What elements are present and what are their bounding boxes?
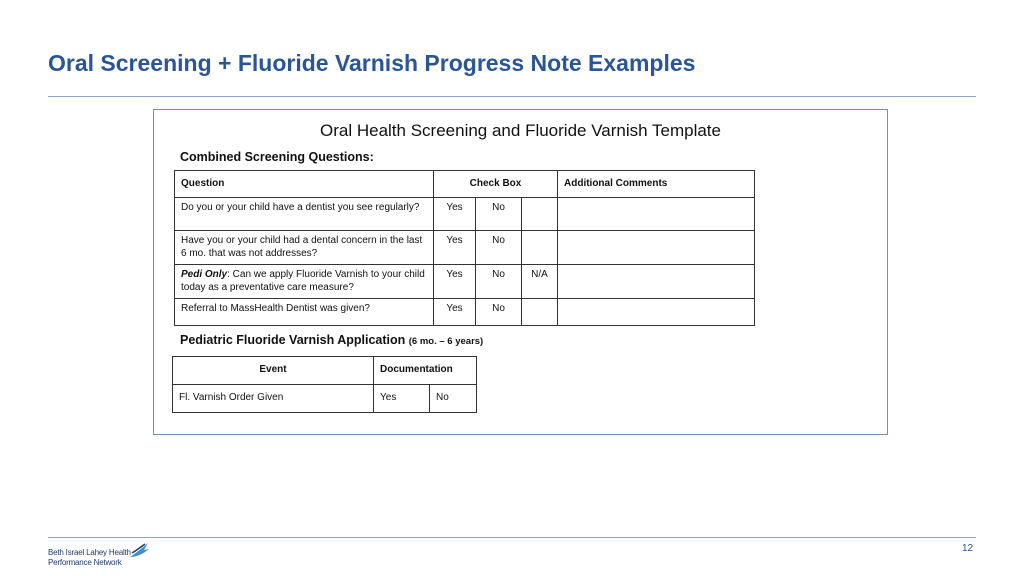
comments-cell[interactable]	[558, 198, 755, 231]
header-documentation: Documentation	[374, 357, 477, 385]
table-header-row	[175, 171, 755, 198]
template-panel	[153, 109, 888, 435]
combined-questions-heading: Combined Screening Questions:	[180, 150, 374, 164]
arrow-swoosh-icon	[128, 541, 150, 559]
no-checkbox[interactable]: No	[476, 231, 522, 265]
question-cell	[175, 265, 434, 299]
bilh-logo	[48, 541, 158, 571]
table-row	[175, 198, 755, 231]
table-row	[175, 231, 755, 265]
table-row	[175, 265, 755, 299]
logo-line-network: Performance Network	[48, 558, 122, 567]
screening-questions-table	[174, 170, 755, 326]
question-text: : Can we apply Fluoride Varnish to your child today as a preventative care measure?	[181, 269, 425, 293]
question-cell: Referral to MassHealth Dentist was given?	[175, 299, 434, 326]
comments-cell[interactable]	[558, 265, 755, 299]
header-additional-comments: Additional Comments	[558, 171, 755, 198]
table-header-row	[173, 357, 477, 385]
na-checkbox[interactable]	[522, 231, 558, 265]
event-cell: Fl. Varnish Order Given	[173, 385, 374, 413]
no-checkbox[interactable]: No	[476, 198, 522, 231]
question-cell: Do you or your child have a dentist you see regularly?	[175, 198, 434, 231]
table-row	[173, 385, 477, 413]
header-check-box: Check Box	[434, 171, 558, 198]
table-row	[175, 299, 755, 326]
no-checkbox[interactable]: No	[476, 265, 522, 299]
no-checkbox[interactable]: No	[430, 385, 477, 413]
yes-checkbox[interactable]: Yes	[434, 299, 476, 326]
yes-checkbox[interactable]: Yes	[434, 265, 476, 299]
page-number: 12	[962, 543, 974, 554]
template-title: Oral Health Screening and Fluoride Varnish Template	[320, 121, 721, 140]
pedi-only-label: Pedi Only	[181, 269, 228, 280]
pediatric-varnish-heading	[180, 333, 483, 347]
varnish-event-table	[172, 356, 477, 413]
yes-checkbox[interactable]: Yes	[434, 198, 476, 231]
yes-checkbox[interactable]: Yes	[374, 385, 430, 413]
no-checkbox[interactable]: No	[476, 299, 522, 326]
slide-title: Oral Screening + Fluoride Varnish Progress Note Examples	[48, 50, 696, 76]
na-checkbox[interactable]	[522, 198, 558, 231]
question-cell: Have you or your child had a dental concern in the last 6 mo. that was not addresses?	[175, 231, 434, 265]
na-checkbox[interactable]	[522, 299, 558, 326]
pediatric-age-range: (6 mo. – 6 years)	[408, 336, 484, 347]
footer-divider	[48, 537, 976, 538]
comments-cell[interactable]	[558, 231, 755, 265]
title-divider	[48, 96, 976, 97]
header-question: Question	[175, 171, 434, 198]
comments-cell[interactable]	[558, 299, 755, 326]
pediatric-heading-text: Pediatric Fluoride Varnish Application	[180, 333, 406, 347]
header-event: Event	[173, 357, 374, 385]
na-checkbox[interactable]: N/A	[522, 265, 558, 299]
logo-line-organization: Beth Israel Lahey Health	[48, 548, 131, 557]
yes-checkbox[interactable]: Yes	[434, 231, 476, 265]
